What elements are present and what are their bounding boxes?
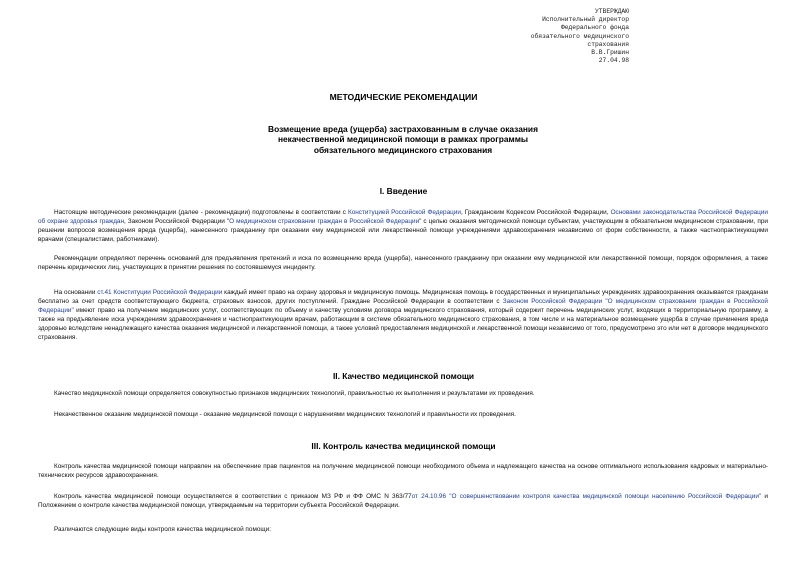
link-article-41[interactable]: ст.41 Конституции Российской Федерации [97,289,223,296]
approval-line: В.В.Гришин [591,49,629,57]
paragraph: Различаются следующие виды контроля качества медицинской помощи: [54,526,271,533]
link-constitution[interactable]: Конституцией Российской Федерации [347,209,461,216]
document-title: МЕТОДИЧЕСКИЕ РЕКОМЕНДАЦИИ [329,92,478,102]
paragraph: Некачественное оказание медицинской помощи - оказание медицинской помощи с нарушениями медицинских технологий и правильности их проведения. [54,411,516,418]
approval-line: 27.04.98 [598,57,629,65]
approval-stamp [439,8,629,65]
text: каждый имеет право на охрану здоровья и медицинскую помощь. Медицинская помощь в государственных и муниципальных учреждениях здравоохранения оказывается гражданам бесплатно за счет средств соответствующего бюджета, страховых взносов, других поступлений. Граждане Российской Федерации в соответствии с [38,289,769,305]
text: , Законом Российской Федерации " [124,218,230,225]
section-heading-introduction: I. Введение [379,186,428,196]
paragraph [38,288,768,342]
text: и Положением о контроле качества медицинской помощи, утверждаемым на территории субъекта Российской Федерации. [38,493,768,509]
text: Контроль качества медицинской помощи осуществляется в соответствии с приказом МЗ РФ и ФФ ОМС N 363/77 [54,493,412,500]
link-order-363-77[interactable]: от 24.10.96 "О совершенствовании контроля качества медицинской помощи населению Российской Федерации" [411,493,762,500]
paragraph: Рекомендации определяют перечень оснований для предъявления претензий и иска по возмещению вреда (ущерба), нанесенного гражданину при оказании ему медицинской или лекарственной помощи, порядок оформления, а также перечень юридических лиц, участвующих в принятии решения по состоявшемуся инциденту. [38,255,768,271]
approval-line: УТВЕРЖДАЮ [594,8,629,15]
approval-line: Федерального фонда [560,24,629,32]
paragraph: Качество медицинской помощи определяется совокупностью признаков медицинских технологий, правильностью их выполнения и результатами их проведения. [54,390,535,397]
link-medical-insurance-law[interactable]: О медицинском страховании граждан в Российской Федерации [229,218,420,225]
text: " с целью оказания методической помощи субъектам, участвующим в обязательном медицинском страховании, при решении вопросов возмещения вреда (ущерба), нанесенного гражданину при оказании ему медицинской или лекарственной помощи учреждениями здравоохранения независимо от форм собственности, а также частнопрактикующими врачами (специалистами, работниками). [38,218,768,243]
link-health-basics[interactable]: Основами законодательства Российской Федерации об охране здоровья граждан [38,209,768,225]
text: , Гражданским Кодексом Российской Федерации, [460,209,611,216]
approval-line: страхования [587,40,629,48]
approval-line: обязательного медицинского [530,32,629,40]
paragraph: Контроль качества медицинской помощи направлен на обеспечение прав пациентов на получение медицинской помощи необходимого объема и надлежащего качества на основе оптимального использования кадровых и материально-технических ресурсов здравоохранения. [38,463,768,479]
approval-line: Исполнительный директор [542,16,629,24]
section-heading-quality-control: III. Контроль качества медицинской помощи [311,441,496,451]
text: Настоящие методические рекомендации (далее - рекомендации) подготовлены в соответствии с [54,209,348,216]
link-medical-insurance-law[interactable]: Законом Российской Федерации "О медицинском страховании граждан в Российской Федерации" [38,298,768,314]
document-subtitle: Возмещение вреда (ущерба) застрахованным в случае оказания некачественной медицинской помощи в рамках программы обязательного медицинского страхования [268,124,538,155]
paragraph [38,492,768,510]
text: На основании [54,289,98,296]
section-heading-quality: II. Качество медицинской помощи [332,371,475,381]
text: имеют право на получение медицинских услуг, соответствующих по объему и качеству условиям договора медицинского страхования, который содержит перечень медицинских услуг, входящих в территориальную программу, а также на предъявление иска учреждениям здравоохранения и частнопрактикующим врачам, работающим в системе обязательного медицинского страхования, в том числе и на материальное возмещение ущерба в случае причинения вреда здоровью вследствие ненадлежащего качества оказания медицинской и лекарственной помощи, а также условий предоставления медицинской и лекарственной помощи независимо от того, предусмотрено это или нет в договоре медицинского страхования. [38,307,768,341]
paragraph [38,208,768,244]
